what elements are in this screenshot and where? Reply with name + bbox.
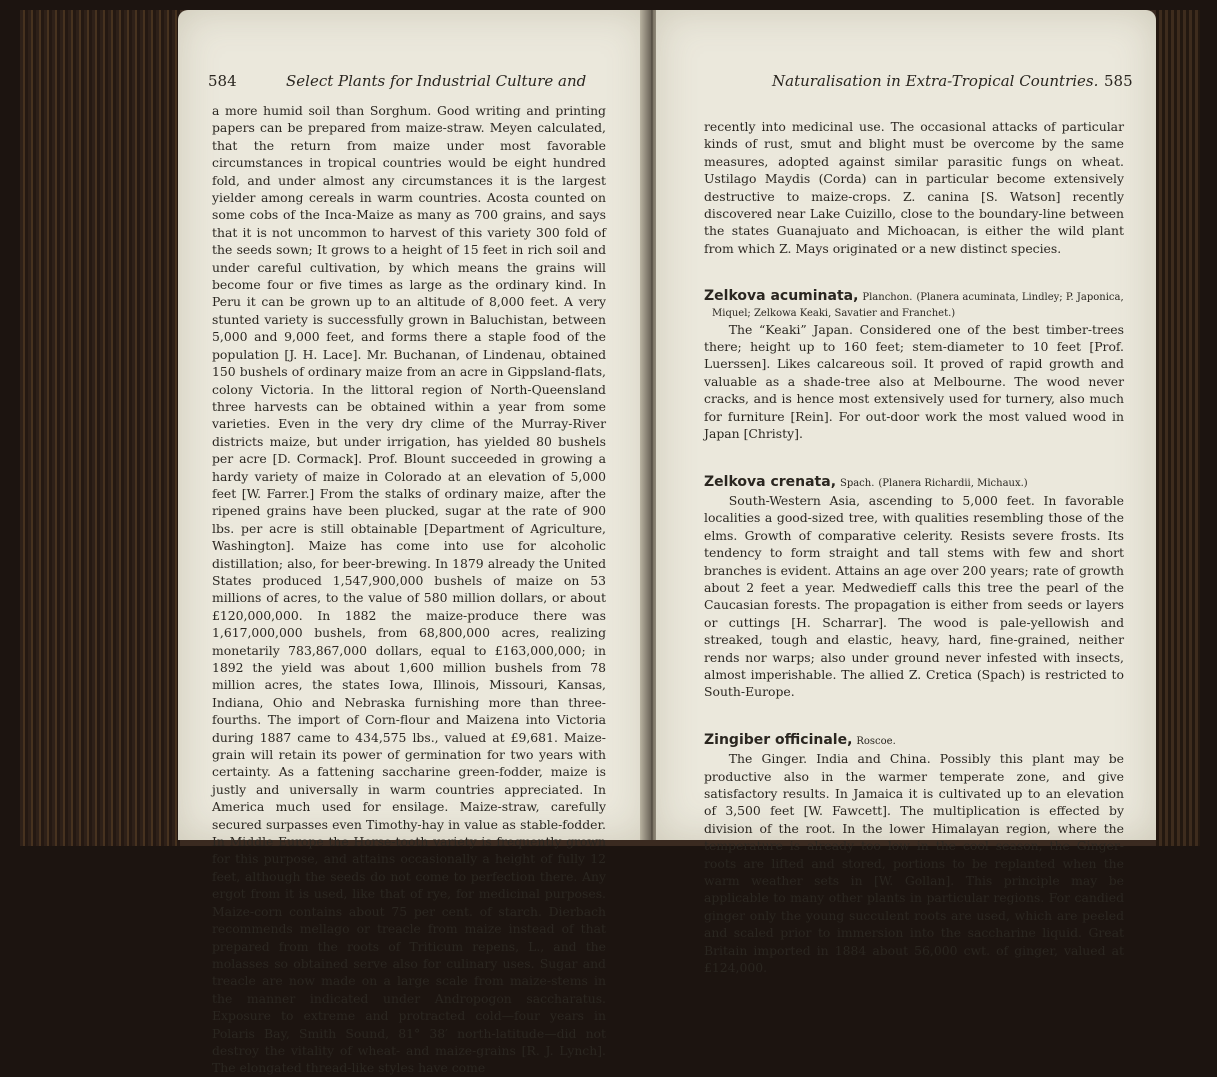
- species-name: Zelkova acuminata,: [704, 288, 859, 305]
- right-page-edges: [1156, 10, 1200, 846]
- species-synonyms: (Planera Richardii, Michaux.): [878, 477, 1028, 489]
- species-authority: Planchon.: [862, 292, 913, 304]
- intro-paragraph: recently into medicinal use. The occasional attacks of particular kinds of rust, smut and blight must be overcome by the same measures, adopted against similar parasitic fungs on wheat. Ustilago Maydis (Corda) can in particular become extensively destructive to maize-crops. Z. canina [S. Watson] recently discovered near Lake Cuizillo, close to the boundary-line between the states Guanajuato and Michoacan, is either the wild plant from which Z. Mays originated or a new distinct species.: [704, 119, 1124, 256]
- entry-heading: [704, 473, 1124, 492]
- left-page: [178, 10, 648, 1076]
- left-paragraph: a more humid soil than Sorghum. Good writing and printing papers can be prepared from maize-straw. Meyen calculated, that the return from maize under most favorable circumstances in tropical countries would be eight hundred fold, and under almost any circumstances it is the largest yielder among cereals in warm countries. Acosta counted on some cobs of the Inca-Maize as many as 700 grains, and says that it is not uncommon to harvest of this variety 300 fold of the seeds sown; It grows to a height of 15 feet in rich soil and under careful cultivation, by which means the grains will become four or five times as large as the ordinary kind. In Peru it can be grown up to an altitude of 8,000 feet. A very stunted variety is successfully grown in Baluchistan, between 5,000 and 9,000 feet, and forms there a staple food of the population [J. H. Lace]. Mr. Buchanan, of Lindenau, obtained 150 bushels of ordinary maize from an acre in Gippsland-flats, colony Victoria. In the littoral region of North-Queensland three harvests can be obtained within a year from some varieties. Even in the very dry clime of the Murray-River districts maize, but under irrigation, has yielded 80 bushels per acre [D. Cormack]. Prof. Blount succeeded in growing a hardy variety of maize in Colorado at an elevation of 5,000 feet [W. Farrer.] From the stalks of ordinary maize, after the ripened grains have been plucked, sugar at the rate of 900 lbs. per acre is still obtainable [Department of Agriculture, Washington]. Maize has come into use for alcoholic distillation; also, for beer-brewing. In 1879 already the United States produced 1,547,900,000 bushels of maize on 53 millions of acres, to the value of 580 million dollars, or about £120,000,000. In 1882 the maize-produce there was 1,617,000,000 bushels, from 68,800,000 acres, realizing monetarily 783,867,000 dollars, equal to £163,000,000; in 1892 the yield was about 1,600 million bushels from 78 million acres, the states Iowa, Illinois, Missouri, Kansas, Indiana, Ohio and Nebraska furnishing more than three-fourths. The import of Corn-flour and Maizena into Victoria during 1887 came to 434,575 lbs., valued at £9,681. Maize-grain will retain its power of germination for two years with certainty. As a fattening saccharine green-fodder, maize is justly and universally in warm countries appreciated. In America much used for ensilage. Maize-straw, carefully secured surpasses even Timothy-hay in value as stable-fodder. In Middle Europe the Horse-tooth variety is frequently grown for this purpose, and attains occasionally a height of fully 12 feet, although the seeds do not come to perfection there. Any ergot from it is used, like that of rye, for medicinal purposes. Maize-corn contains about 75 per cent. of starch. Dierbach recommends mellago or treacle from maize instead of that prepared from the roots of Triticum repens, L., and the molasses so obtained serve also for culinary uses. Sugar and treacle are now made on a large scale from maize-stems in the manner indicated under Andropogon saccharatus. Exposure to extreme and protracted cold—four years in Polaris Bay, Smith Sound, 81° 38′ north-latitude—did not destroy the vitality of wheat- and maize-grains [R. J. Lynch]. The elongated thread-like styles have come: [212, 103, 606, 1076]
- entry-zelkova-crenata: [704, 473, 1124, 701]
- species-synonyms: (Planera acuminata, Lindley; P. Japonica,: [916, 292, 1124, 304]
- right-body-text: [704, 118, 1124, 976]
- right-page-number: 585: [1104, 72, 1133, 90]
- species-name: Zingiber officinale,: [704, 731, 853, 748]
- left-body-text: [212, 102, 606, 1077]
- left-page-number: 584: [208, 72, 237, 90]
- species-authority: Roscoe.: [856, 735, 896, 747]
- left-page-edges: [20, 10, 180, 846]
- left-running-header: Select Plants for Industrial Culture and: [286, 72, 587, 90]
- entry-zingiber-officinale: [704, 731, 1124, 977]
- entry-text: The Ginger. India and China. Possibly this plant may be productive also in the warmer temperate zone, and give satisfactory results. In Jamaica it is cultivated up to an elevation of 3,500 feet [W. Fawcett]. The multiplication is effected by division of the root. In the lower Himalayan region, where the temperature is already too low in the cool season, the Ginger-roots are lifted and stored, portions to be replanted when the warm weather sets in [W. Gollan]. This principle may be applicable to many other plants in particular regions. For candied ginger only the young succulent roots are used, which are peeled and scaled prior to immersion into the saccharine liquid. Great Britain imported in 1884 about 56,000 cwt. of ginger, valued at £124,000.: [704, 751, 1124, 976]
- right-page: [656, 10, 1156, 976]
- entry-text: South-Western Asia, ascending to 5,000 feet. In favorable localities a good-sized tree, with qualities resembling those of the elms. Growth of comparative celerity. Resists severe frosts. Its tendency to form straight and tall stems with few and short branches is evident. Attains an age over 200 years; rate of growth about 2 feet a year. Medwedieff calls this tree the pearl of the Caucasian forests. The propagation is either from seeds or layers or cuttings [H. Scharrar]. The wood is pale-yellowish and streaked, tough and elastic, heavy, hard, fine-grained, neither rends nor warps; also under ground never infested with insects, almost imperishable. The allied Z. Cretica (Spach) is restricted to South-Europe.: [704, 492, 1124, 700]
- species-name: Zelkova crenata,: [704, 473, 837, 490]
- entry-heading: [704, 287, 1124, 306]
- right-running-header: Naturalisation in Extra-Tropical Countries.: [772, 72, 1099, 90]
- species-authority: Spach.: [839, 477, 875, 489]
- entry-heading: [704, 731, 1124, 750]
- entry-zelkova-acuminata: [704, 287, 1124, 442]
- species-synonyms-continued: Miquel; Zelkowa Keaki, Savatier and Franchet.): [712, 307, 956, 319]
- entry-text: The “Keaki” Japan. Considered one of the best timber-trees there; height up to 160 feet; stem-diameter to 10 feet [Prof. Luerssen]. Likes calcareous soil. It proved of rapid growth and valuable as a shade-tree also at Melbourne. The wood never cracks, and is hence most extensively used for turnery, also much for furniture [Rein]. For out-door work the most valued wood in Japan [Christy].: [704, 321, 1124, 442]
